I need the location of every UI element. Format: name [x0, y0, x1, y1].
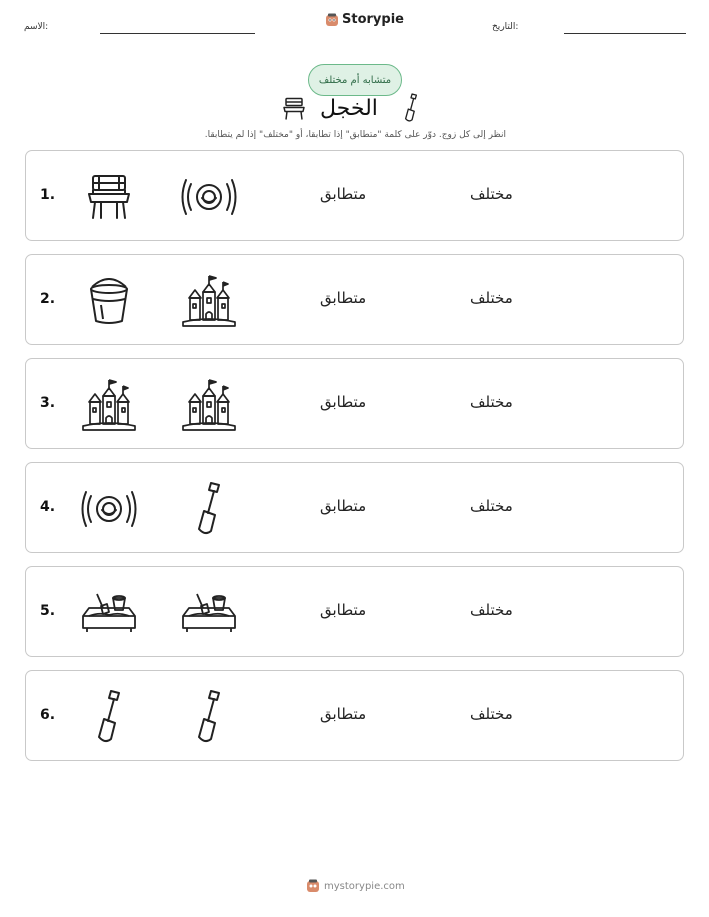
- footer: [306, 879, 405, 893]
- option-same[interactable]: متطابق: [320, 601, 367, 619]
- storypie-mascot-icon: [306, 879, 320, 893]
- sandcastle-icon: [179, 377, 239, 433]
- option-different[interactable]: مختلف: [470, 705, 513, 723]
- bench-icon: [281, 96, 307, 126]
- question-row: [25, 462, 684, 553]
- name-field-line[interactable]: [100, 33, 255, 34]
- shovel-icon: [179, 689, 239, 745]
- question-number: 4.: [40, 499, 56, 515]
- brand-name: Storypie: [342, 12, 404, 27]
- name-label: الاسم:: [24, 22, 49, 32]
- bucket-icon: [79, 273, 139, 329]
- question-number: 2.: [40, 291, 56, 307]
- storypie-mascot-icon: [325, 13, 339, 27]
- option-different[interactable]: مختلف: [470, 497, 513, 515]
- instructions-text: انظر إلى كل زوج. دوّر على كلمة "متطابق" إذا تطابقا، أو "مختلف" إذا لم يتطابقا.: [204, 130, 506, 140]
- option-different[interactable]: مختلف: [470, 601, 513, 619]
- sandcastle-icon: [79, 377, 139, 433]
- question-row: [25, 670, 684, 761]
- question-row: [25, 566, 684, 657]
- buoy-ring-icon: [79, 481, 139, 537]
- option-same[interactable]: متطابق: [320, 705, 367, 723]
- question-number: 5.: [40, 603, 56, 619]
- bench-icon: [79, 169, 139, 225]
- worksheet-type-badge: متشابه أم مختلف: [308, 64, 402, 96]
- buoy-ring-icon: [179, 169, 239, 225]
- storypie-logo: [325, 12, 404, 27]
- date-field-line[interactable]: [564, 33, 686, 34]
- footer-url[interactable]: mystorypie.com: [324, 880, 405, 892]
- option-same[interactable]: متطابق: [320, 185, 367, 203]
- option-different[interactable]: مختلف: [470, 289, 513, 307]
- shovel-icon: [79, 689, 139, 745]
- question-row: [25, 254, 684, 345]
- question-row: [25, 150, 684, 241]
- worksheet-title: الخجل: [320, 96, 378, 121]
- sandbox-icon: [179, 585, 239, 641]
- option-same[interactable]: متطابق: [320, 393, 367, 411]
- shovel-icon: [179, 481, 239, 537]
- shovel-icon: [402, 93, 420, 127]
- worksheet-header: [0, 0, 709, 50]
- option-same[interactable]: متطابق: [320, 497, 367, 515]
- sandcastle-icon: [179, 273, 239, 329]
- date-label: التاريخ:: [492, 22, 519, 32]
- question-row: [25, 358, 684, 449]
- option-different[interactable]: مختلف: [470, 185, 513, 203]
- sandbox-icon: [79, 585, 139, 641]
- option-same[interactable]: متطابق: [320, 289, 367, 307]
- question-number: 1.: [40, 187, 56, 203]
- option-different[interactable]: مختلف: [470, 393, 513, 411]
- question-number: 6.: [40, 707, 56, 723]
- question-number: 3.: [40, 395, 56, 411]
